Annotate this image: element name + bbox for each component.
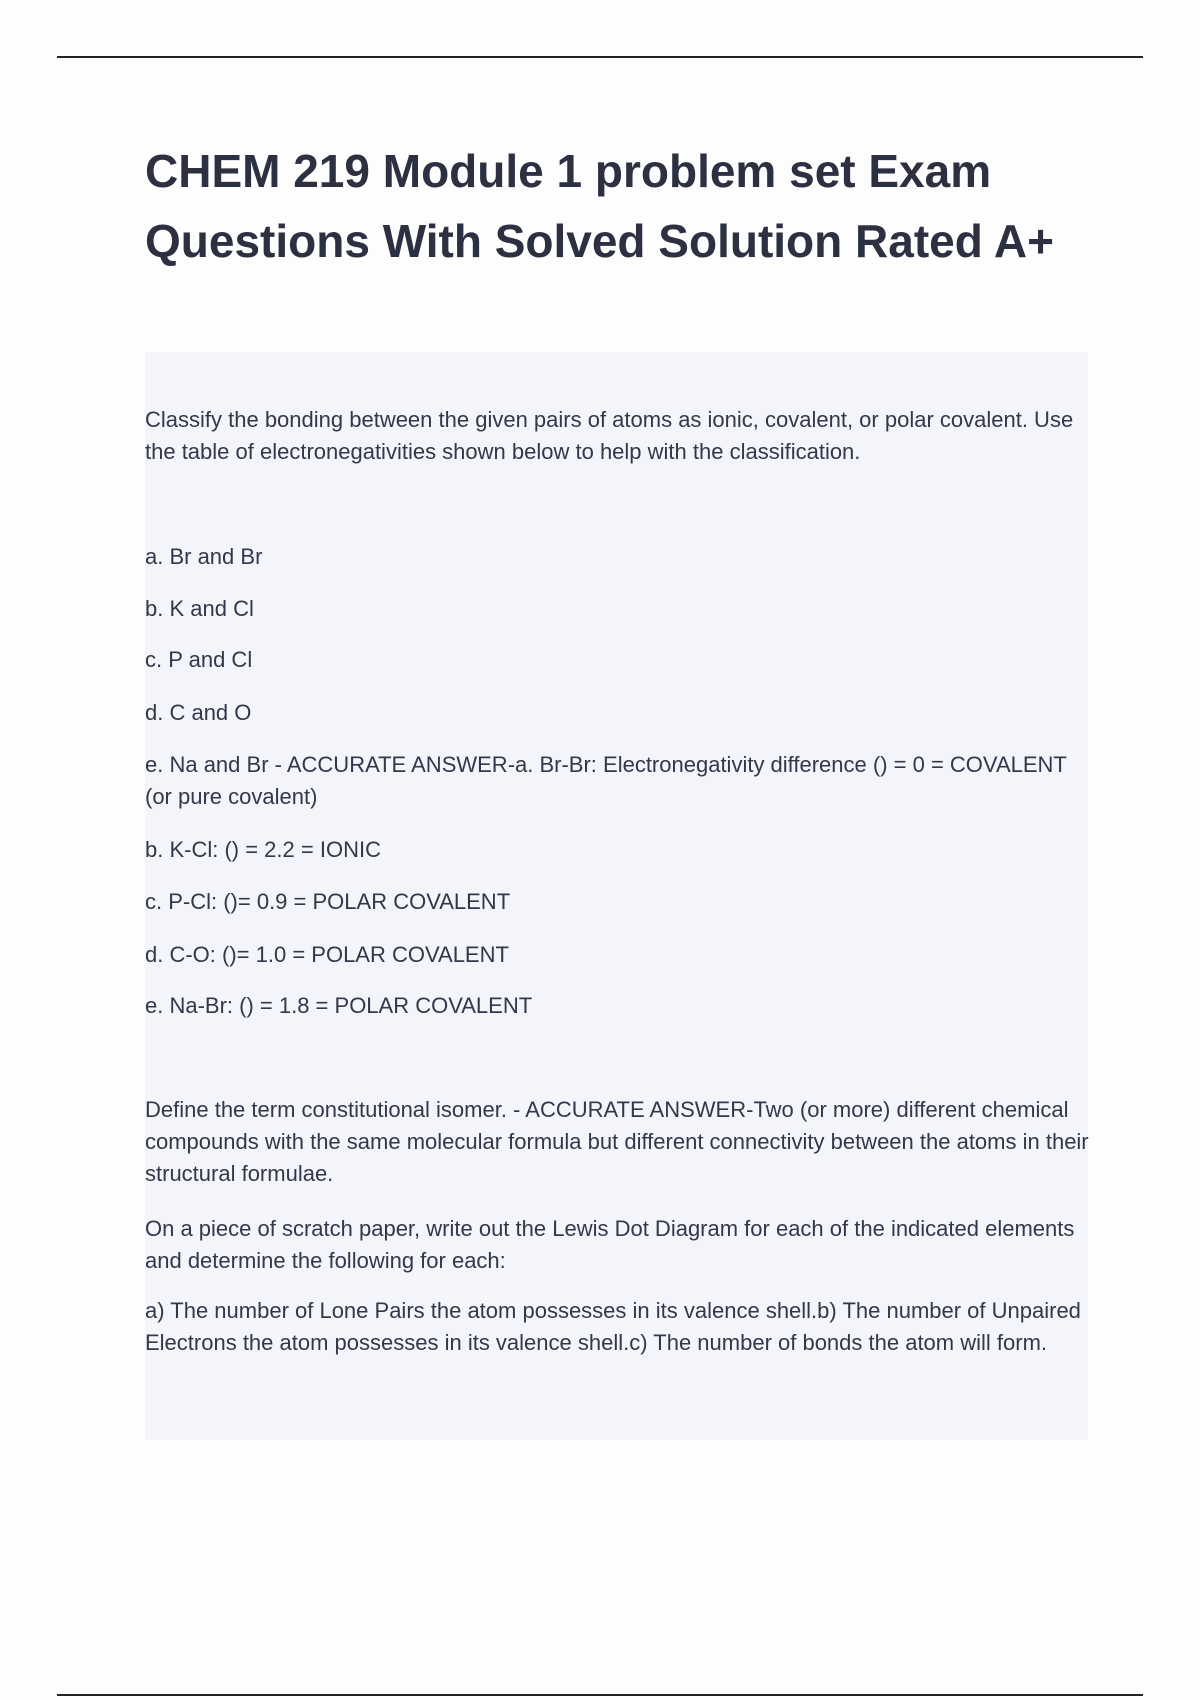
question-1-answer-b: b. K-Cl: () = 2.2 = IONIC [145, 837, 381, 862]
question-1-item-c: c. P and Cl [145, 647, 253, 672]
question-1-item-a: a. Br and Br [145, 544, 263, 569]
question-2-text: Define the term constitutional isomer. - ACCURATE ANSWER-Two (or more) different chemical compounds with the same molecular formula but different connectivity between the atoms in their structural formulae. [145, 1097, 1089, 1186]
question-1-answer-e: e. Na-Br: () = 1.8 = POLAR COVALENT [145, 993, 533, 1018]
question-1-answer-d: d. C-O: ()= 1.0 = POLAR COVALENT [145, 942, 509, 967]
document-title: CHEM 219 Module 1 problem set Exam Questions With Solved Solution Rated A+ [145, 145, 1054, 267]
question-1-item-b: b. K and Cl [145, 596, 254, 621]
bottom-rule [57, 1694, 1143, 1696]
question-1-item-e-answer: e. Na and Br - ACCURATE ANSWER-a. Br-Br: Electronegativity difference () = 0 = COVALENT (or pure covalent) [145, 752, 1067, 809]
top-rule [57, 56, 1143, 58]
question-3-parts: a) The number of Lone Pairs the atom possesses in its valence shell.b) The number of Unpaired Electrons the atom possesses in its valence shell.c) The number of bonds the atom will form. [145, 1298, 1081, 1355]
question-1-prompt: Classify the bonding between the given pairs of atoms as ionic, covalent, or polar covalent. Use the table of electronegativities shown below to help with the classification. [145, 407, 1074, 464]
question-1-answer-c: c. P-Cl: ()= 0.9 = POLAR COVALENT [145, 889, 511, 914]
question-1-item-d: d. C and O [145, 700, 252, 725]
question-3-prompt: On a piece of scratch paper, write out the Lewis Dot Diagram for each of the indicated elements and determine the following for each: [145, 1216, 1075, 1273]
